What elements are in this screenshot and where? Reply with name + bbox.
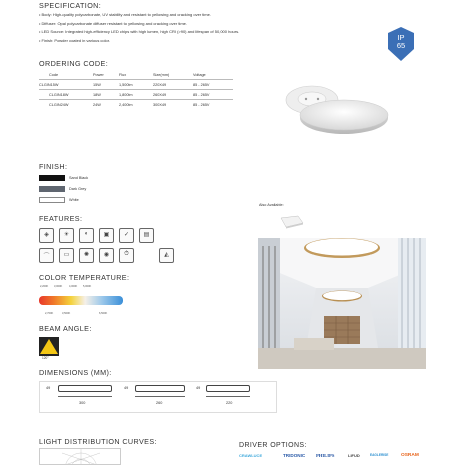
dimensions-title: DIMENSIONS (MM): [39, 368, 112, 377]
table-row [39, 100, 233, 110]
square-lamp-icon [278, 215, 304, 229]
ip-label: IP [397, 33, 405, 42]
driver-options-title: DRIVER OPTIONS: [239, 442, 307, 449]
cell: 18W [93, 90, 119, 100]
col-size: Size(mm) [153, 72, 170, 77]
finish-label: Dark Grey [69, 186, 87, 191]
cct-bottom-tick: 2,700K [45, 312, 54, 315]
room-photo-illustration [258, 238, 426, 369]
ordering-title: ORDERING CODE: [39, 59, 109, 68]
cct-top-tick: 3,000K [54, 285, 63, 288]
cell: 260X49 [153, 90, 193, 100]
cell: 85 - 265V [193, 100, 233, 110]
light-distribution-chart [39, 448, 121, 465]
feature-ip65-icon: ◈ [39, 228, 54, 243]
feature-lifespan-icon: ⏱ [119, 248, 134, 263]
ip-rating: 65 [396, 41, 406, 50]
cct-bottom-tick: 6,500K [99, 312, 108, 315]
table-header-row [39, 70, 233, 80]
finish-label: Sand Black [69, 175, 89, 180]
cell: 85 - 265V [193, 80, 233, 90]
cell: 15W [93, 80, 119, 90]
finish-label: White [69, 197, 79, 202]
cct-top-tick: 4,000K [69, 285, 78, 288]
feature-cri-icon: ◉ [99, 248, 114, 263]
finish-swatch-sand-black [39, 175, 65, 181]
color-temperature-title: COLOR TEMPERATURE: [39, 273, 130, 282]
finish-title: FINISH: [39, 162, 68, 171]
col-voltage: Voltage [193, 72, 206, 77]
spec-item: • LED Source: Integrated high-efficiency LED chips with high lumen, high CRI (>90) and lifespan of 50,000 hours. [39, 29, 240, 35]
driver-brand-osram: OSRAM [401, 453, 419, 458]
cell: 2,400lm [119, 100, 153, 110]
dim-line [58, 396, 112, 397]
cct-top-tick: 2,200K [40, 285, 49, 288]
spec-item: • Body: High-quality polycarbonate, UV stability and resistant to yellowing and cracking over time. [39, 12, 211, 17]
dim-height: 49 [124, 386, 129, 390]
beam-angle-title: BEAM ANGLE: [39, 324, 92, 333]
dim-line [135, 396, 185, 397]
cell: 220X49 [153, 80, 193, 90]
also-available-label: Also Available: [259, 203, 284, 207]
feature-surface-icon: ▭ [59, 248, 74, 263]
spec-item: • Finish: Powder coated in various color. [39, 37, 110, 43]
cct-bottom-tick: 3,500K [62, 312, 71, 315]
cell: 300X49 [153, 100, 193, 110]
color-temperature-bar [39, 296, 123, 305]
dim-outline-220 [206, 385, 250, 392]
ip65-badge [388, 27, 414, 61]
feature-led-chip-icon: ✺ [79, 248, 94, 263]
dim-width: 300 [79, 401, 86, 405]
dim-width: 220 [226, 401, 233, 405]
cell: CLGIN15W [39, 80, 93, 90]
also-available-square-lamp [278, 215, 304, 229]
ordering-table [39, 70, 233, 109]
specification-list [39, 11, 239, 45]
col-power: Power [93, 72, 104, 77]
feature-lamp-icon: ☀ [59, 228, 74, 243]
beam-angle-graphic [39, 337, 59, 356]
product-image [282, 82, 390, 140]
feature-dimmable-icon: ◐ [79, 228, 94, 243]
col-code: Code [49, 72, 59, 77]
cell: CLGIN24W [39, 100, 93, 110]
dim-height: 49 [196, 386, 201, 390]
feature-warranty-icon: ✓ [119, 228, 134, 243]
table-row [39, 80, 233, 90]
polar-curve-icon [40, 449, 121, 465]
dim-height: 49 [46, 386, 51, 390]
driver-brand-crawluce: CRAWLUCE [239, 453, 263, 458]
cell: 24W [93, 100, 119, 110]
feature-driver-icon: ▣ [99, 228, 114, 243]
table-row [39, 90, 233, 100]
feature-energy-class-icon: ▤ [139, 228, 154, 243]
beam-angle-icon [39, 337, 59, 356]
cell: 1,800lm [119, 90, 153, 100]
dim-outline-300 [58, 385, 112, 392]
dim-width: 260 [156, 401, 163, 405]
dim-line [206, 396, 250, 397]
specification-title: SPECIFICATION: [39, 1, 102, 10]
feature-angle-icon: ◭ [159, 248, 174, 263]
features-title: FEATURES: [39, 214, 83, 223]
room-photo [258, 238, 426, 369]
driver-brand-tridonic: TRIDONIC [283, 453, 306, 458]
finish-swatch-dark-grey [39, 186, 65, 192]
cct-top-tick: 5,000K [83, 285, 92, 288]
finish-swatch-white [39, 197, 65, 203]
driver-brand-philips: PHILIPS [316, 453, 335, 458]
feature-ceiling-icon: ⌒ [39, 248, 54, 263]
cell: CLGIN18W [39, 90, 93, 100]
cell: 1,500lm [119, 80, 153, 90]
beam-angle-value: 120° [42, 356, 49, 360]
spec-item: • Diffuser: Opal polycarbonate diffuser resistant to yellowing and cracking over time. [39, 20, 187, 26]
col-flux: Flux [119, 72, 127, 77]
cell: 85 - 265V [193, 90, 233, 100]
light-distribution-title: LIGHT DISTRIBUTION CURVES: [39, 437, 157, 446]
ceiling-lamp-illustration [282, 82, 390, 140]
driver-brand-eaglerise: EAGLERISE [370, 453, 389, 457]
dim-outline-260 [135, 385, 185, 392]
driver-brand-lifud: LIFUD [348, 453, 360, 458]
